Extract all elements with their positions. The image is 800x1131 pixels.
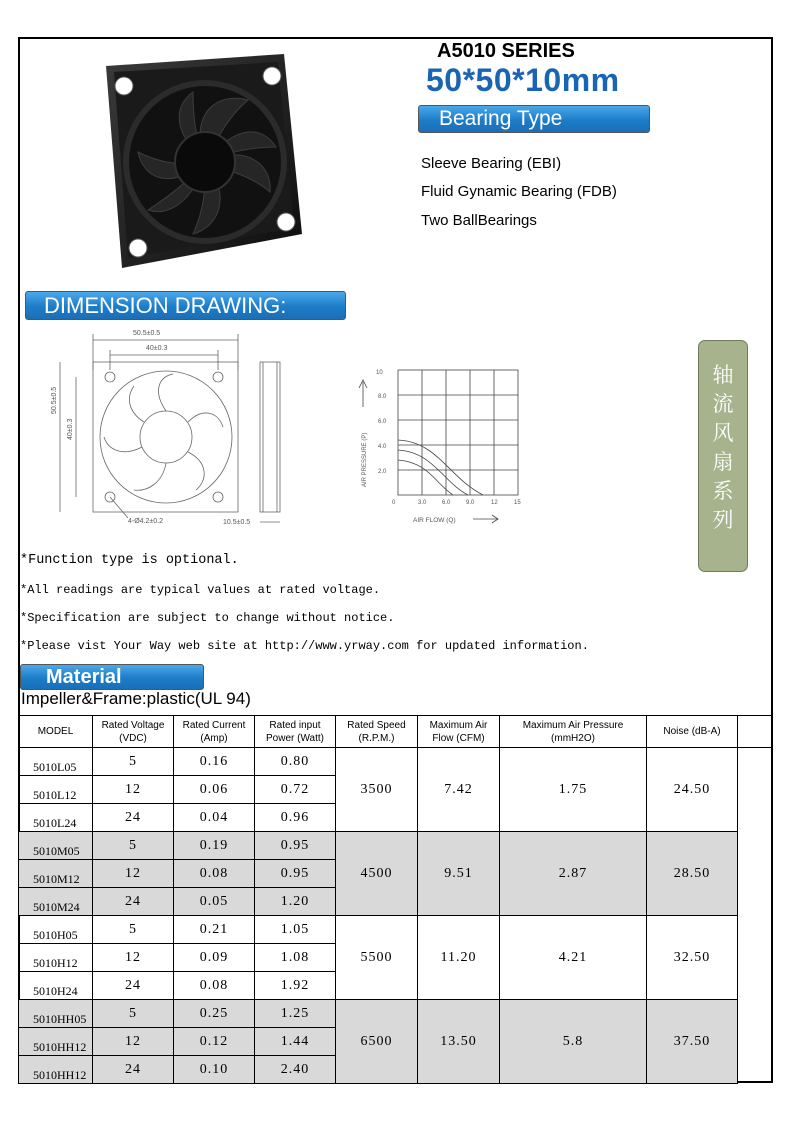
header-current-line1: Rated Current <box>182 719 246 731</box>
cell-power: 0.80 <box>255 748 336 776</box>
cell-speed: 4500 <box>336 832 418 916</box>
cell-noise: 37.50 <box>647 1000 738 1084</box>
header-voltage-line2: (VDC) <box>119 732 147 744</box>
fan-photo <box>88 52 308 272</box>
table-row <box>19 1000 773 1028</box>
table-row <box>19 832 773 860</box>
dimension-drawing-banner <box>25 291 346 320</box>
cell-current: 0.21 <box>174 916 255 944</box>
bearing-type-banner <box>418 105 650 133</box>
cell-speed: 3500 <box>336 748 418 832</box>
side-tab-char: 系 <box>712 479 734 503</box>
cell-current: 0.04 <box>174 804 255 832</box>
cell-power: 1.08 <box>255 944 336 972</box>
cell-voltage: 24 <box>93 804 174 832</box>
header-noise: Noise (dB-A) <box>647 716 738 748</box>
pq-x-tick: 6.0 <box>442 500 451 506</box>
cell-power: 1.25 <box>255 1000 336 1028</box>
dim-thickness: 10.5±0.5 <box>223 519 251 526</box>
cell-model: 5010L05 <box>19 748 93 776</box>
pq-x-tick: 9.0 <box>466 500 475 506</box>
cell-power: 1.20 <box>255 888 336 916</box>
header-speed <box>336 716 418 748</box>
cell-power: 0.72 <box>255 776 336 804</box>
cell-pressure: 4.21 <box>500 916 647 1000</box>
header-power-line1: Rated input <box>269 719 321 731</box>
cell-model: 5010M12 <box>19 860 93 888</box>
pq-x-axis-label: AIR FLOW (Q) <box>413 517 456 524</box>
cell-voltage: 5 <box>93 1000 174 1028</box>
cell-airflow: 11.20 <box>418 916 500 1000</box>
cell-current: 0.08 <box>174 972 255 1000</box>
pq-y-tick: 4.0 <box>378 444 387 450</box>
side-tab-char: 扇 <box>712 450 734 474</box>
side-tab-char: 风 <box>712 421 734 445</box>
cell-model: 5010M24 <box>19 888 93 916</box>
cell-voltage: 24 <box>93 888 174 916</box>
pq-y-tick: 8.0 <box>378 394 387 400</box>
size-title: 50*50*10mm <box>426 62 620 98</box>
cell-model: 5010L24 <box>19 804 93 832</box>
cell-current: 0.25 <box>174 1000 255 1028</box>
dimension-drawing <box>38 322 538 537</box>
cell-model: 5010H12 <box>19 944 93 972</box>
cell-model: 5010HH12 <box>19 1056 93 1084</box>
cell-current: 0.10 <box>174 1056 255 1084</box>
pq-x-tick: 15 <box>514 500 521 506</box>
header-pressure-line1: Maximum Air Pressure <box>522 719 624 731</box>
header-pressure <box>500 716 647 748</box>
table-blank-column <box>738 716 773 748</box>
header-current-line2: (Amp) <box>200 732 228 744</box>
cell-power: 1.92 <box>255 972 336 1000</box>
bearing-item: Two BallBearings <box>421 212 537 229</box>
header-current <box>174 716 255 748</box>
dimension-drawing-title: DIMENSION DRAWING: <box>44 293 287 318</box>
cell-power: 0.95 <box>255 832 336 860</box>
pq-y-tick: 6.0 <box>378 419 387 425</box>
pq-y-axis-label: AIR PRESSURE (P) <box>362 432 368 487</box>
cell-voltage: 12 <box>93 860 174 888</box>
cell-voltage: 12 <box>93 944 174 972</box>
header-model: MODEL <box>19 716 93 748</box>
cell-current: 0.08 <box>174 860 255 888</box>
cell-pressure: 2.87 <box>500 832 647 916</box>
header-voltage <box>93 716 174 748</box>
cell-noise: 24.50 <box>647 748 738 832</box>
bearing-item: Sleeve Bearing (EBI) <box>421 155 562 172</box>
header-power <box>255 716 336 748</box>
cell-power: 0.96 <box>255 804 336 832</box>
cell-airflow: 9.51 <box>418 832 500 916</box>
cell-voltage: 24 <box>93 972 174 1000</box>
cell-model: 5010HH12 <box>19 1028 93 1056</box>
header-voltage-line1: Rated Voltage <box>101 719 165 731</box>
header-speed-line1: Rated Speed <box>347 719 406 731</box>
header-pressure-line2: (mmH2O) <box>551 732 595 744</box>
pq-y-tick: 2.0 <box>378 469 387 475</box>
dim-outer-width: 50.5±0.5 <box>133 330 161 337</box>
cell-current: 0.19 <box>174 832 255 860</box>
cell-model: 5010H05 <box>19 916 93 944</box>
bearing-type-title: Bearing Type <box>439 107 563 130</box>
cell-power: 2.40 <box>255 1056 336 1084</box>
cell-pressure: 1.75 <box>500 748 647 832</box>
header-power-line2: Power (Watt) <box>266 732 324 744</box>
cell-model: 5010HH05 <box>19 1000 93 1028</box>
bearing-item: Fluid Gynamic Bearing (FDB) <box>421 183 617 200</box>
pq-y-tick: 10 <box>376 370 383 376</box>
cell-current: 0.05 <box>174 888 255 916</box>
cell-voltage: 5 <box>93 832 174 860</box>
side-tab-char: 流 <box>712 392 734 416</box>
cell-speed: 5500 <box>336 916 418 1000</box>
material-text: Impeller&Frame:plastic(UL 94) <box>21 689 251 708</box>
side-tab-char: 列 <box>712 508 734 532</box>
header-airflow <box>418 716 500 748</box>
cell-airflow: 7.42 <box>418 748 500 832</box>
dim-side-pitch: 40±0.3 <box>67 418 74 440</box>
note: *Specification are subject to change without notice. <box>20 611 395 625</box>
cell-voltage: 5 <box>93 916 174 944</box>
cell-model: 5010M05 <box>19 832 93 860</box>
pq-x-tick: 12 <box>491 500 498 506</box>
cell-voltage: 12 <box>93 1028 174 1056</box>
cell-voltage: 5 <box>93 748 174 776</box>
cell-current: 0.09 <box>174 944 255 972</box>
cell-current: 0.06 <box>174 776 255 804</box>
cell-pressure: 5.8 <box>500 1000 647 1084</box>
cell-airflow: 13.50 <box>418 1000 500 1084</box>
dim-hole-pitch: 40±0.3 <box>146 345 168 352</box>
note: *Function type is optional. <box>20 553 239 568</box>
table-row <box>19 916 773 944</box>
side-tab-char: 轴 <box>712 363 734 387</box>
note: *All readings are typical values at rated voltage. <box>20 583 381 597</box>
cell-power: 1.05 <box>255 916 336 944</box>
cell-model: 5010L12 <box>19 776 93 804</box>
cell-current: 0.16 <box>174 748 255 776</box>
dim-side-outer: 50.5±0.5 <box>51 386 58 414</box>
header-airflow-line2: Flow (CFM) <box>432 732 485 744</box>
dim-holes: 4-Ø4.2±0.2 <box>128 518 163 525</box>
cell-noise: 32.50 <box>647 916 738 1000</box>
spec-table <box>18 715 773 1084</box>
cell-speed: 6500 <box>336 1000 418 1084</box>
cell-voltage: 12 <box>93 776 174 804</box>
series-side-tab <box>698 340 748 572</box>
material-title: Material <box>46 666 122 688</box>
header-speed-line2: (R.P.M.) <box>358 732 395 744</box>
material-banner <box>20 664 204 690</box>
cell-noise: 28.50 <box>647 832 738 916</box>
table-row <box>19 748 773 776</box>
note: *Please vist Your Way web site at http://www.yrway.com for updated information. <box>20 639 589 653</box>
cell-voltage: 24 <box>93 1056 174 1084</box>
cell-model: 5010H24 <box>19 972 93 1000</box>
cell-current: 0.12 <box>174 1028 255 1056</box>
cell-power: 0.95 <box>255 860 336 888</box>
cell-power: 1.44 <box>255 1028 336 1056</box>
series-title: A5010 SERIES <box>437 40 575 62</box>
pq-x-tick: 3.0 <box>418 500 427 506</box>
pq-x-tick: 0 <box>392 500 396 506</box>
header-airflow-line1: Maximum Air <box>429 719 488 731</box>
